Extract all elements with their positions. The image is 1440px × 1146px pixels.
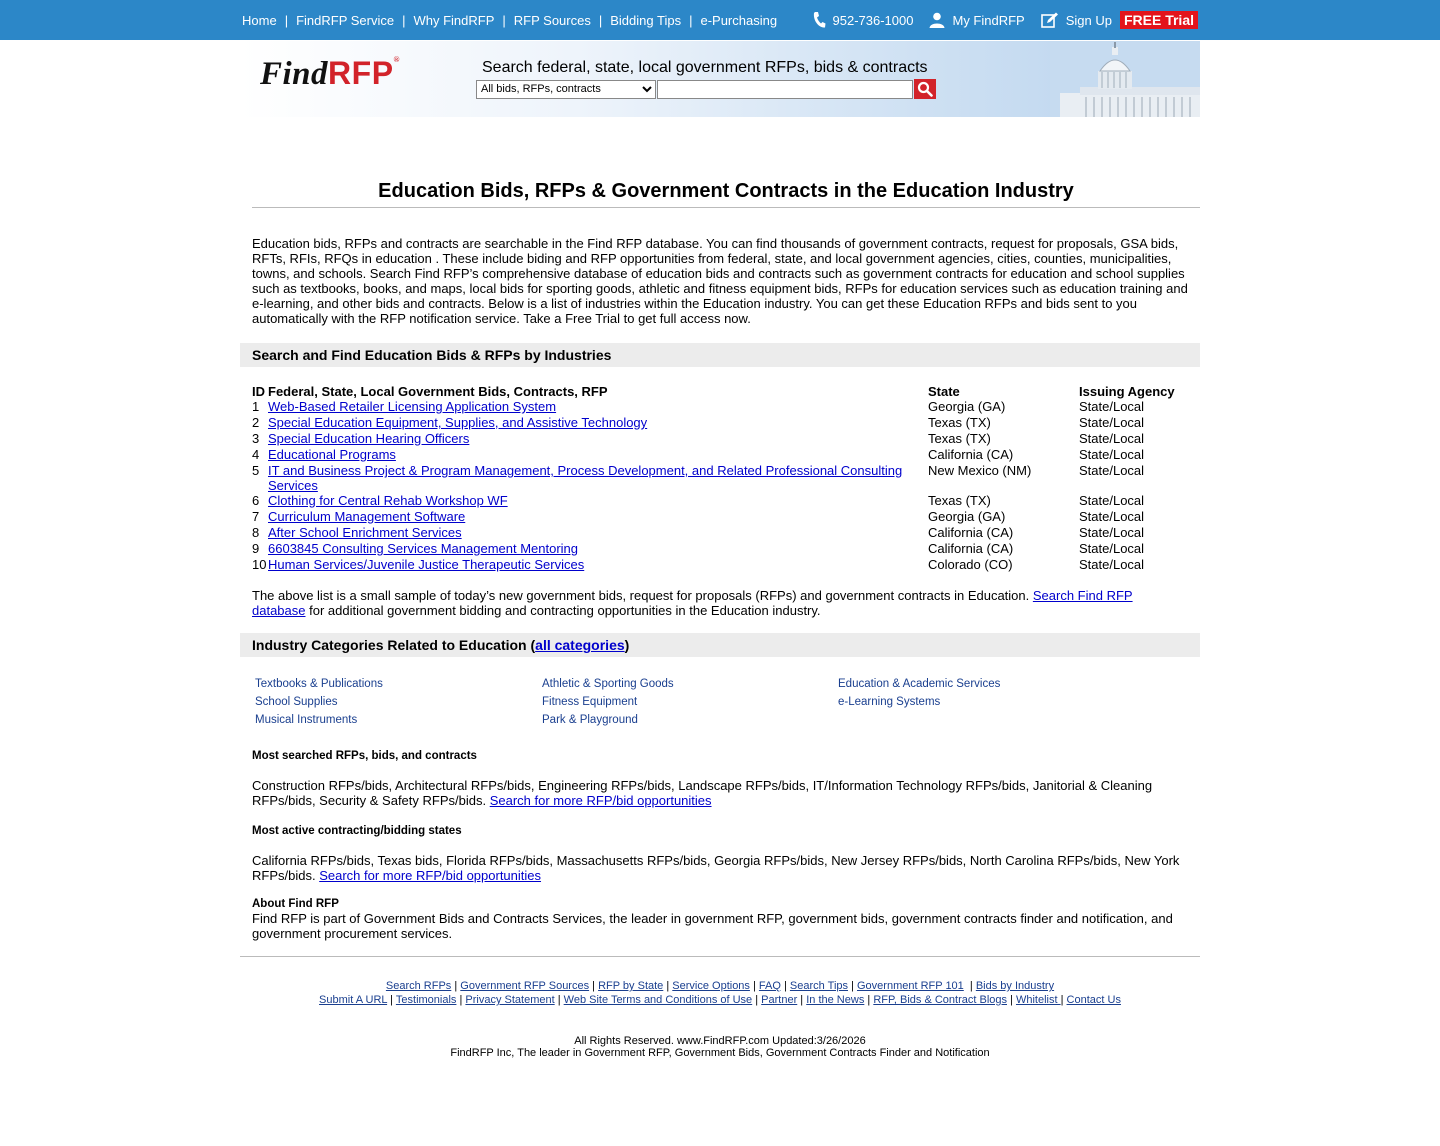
my-findrfp-label: My FindRFP xyxy=(952,12,1025,28)
rfp-agency: State/Local xyxy=(1079,463,1145,478)
rfp-id: 3 xyxy=(252,431,260,446)
rfp-state: California (CA) xyxy=(928,525,1014,540)
phone-number: 952-736-1000 xyxy=(832,12,914,28)
user-icon xyxy=(929,12,945,28)
logo-find-text: Find xyxy=(260,56,329,92)
free-trial-button[interactable]: FREE Trial xyxy=(1120,11,1198,29)
category-grid xyxy=(255,677,1200,728)
table-row xyxy=(252,447,1188,463)
category-link-fitness[interactable]: Fitness Equipment xyxy=(542,696,638,708)
nav-e-purchasing-link[interactable]: e-Purchasing xyxy=(700,12,778,28)
copyright xyxy=(240,1035,1200,1059)
rfp-state: Colorado (CO) xyxy=(928,557,1013,572)
rfp-id: 2 xyxy=(252,415,260,430)
footer-link[interactable]: Bids by Industry xyxy=(975,980,1055,992)
header-tools xyxy=(796,0,1198,40)
rfp-title-link[interactable]: Human Services/Juvenile Justice Therapeutic Services xyxy=(268,557,585,572)
col-header-title: Federal, State, Local Government Bids, Contracts, RFP xyxy=(268,383,608,399)
rfp-title-link[interactable]: Curriculum Management Software xyxy=(268,509,466,524)
footer-link[interactable]: FAQ xyxy=(758,980,781,992)
nav-rfp-sources-link[interactable]: RFP Sources xyxy=(513,12,591,28)
category-link-textbooks[interactable]: Textbooks & Publications xyxy=(255,678,383,690)
search-icon xyxy=(917,81,933,97)
rfp-state: California (CA) xyxy=(928,541,1014,556)
most-searched-text: Construction RFPs/bids, Architectural RFPs/bids, Engineering RFPs/bids, Landscape RFPs/bids, IT/Information Technology RFPs/bids, Janitorial & Cleaning RFPs/bids, Security & Safety RFPs/bids. xyxy=(252,778,1153,808)
rfp-title-link[interactable]: Educational Programs xyxy=(268,447,396,462)
category-empty-cell xyxy=(838,713,1138,728)
about-paragraph: Find RFP is part of Government Bids and Contracts Services, the leader in government RFP, government bids, government contracts finder and notification, and government procurement services. xyxy=(252,911,1173,941)
most-active-paragraph xyxy=(252,853,1188,883)
nav-why-findrfp-link[interactable]: Why FindRFP xyxy=(413,12,495,28)
footer-link[interactable]: Contact Us xyxy=(1066,994,1121,1006)
nav-home-link[interactable]: Home xyxy=(242,12,277,28)
category-link-elearning[interactable]: e-Learning Systems xyxy=(838,696,941,708)
rfp-title-link[interactable]: IT and Business Project & Program Management, Process Development, and Related Professional Consulting Services xyxy=(268,463,903,493)
sample-note xyxy=(252,588,1188,618)
rfp-title-link[interactable]: Special Education Equipment, Supplies, and Assistive Technology xyxy=(268,415,648,430)
findrfp-logo[interactable] xyxy=(260,55,400,93)
rfp-agency: State/Local xyxy=(1079,431,1145,446)
search-database-link[interactable]: Search Find RFP database xyxy=(252,588,1133,618)
rfp-id: 10 xyxy=(252,557,267,572)
footer-divider xyxy=(240,956,1200,957)
most-active-text: California RFPs/bids, Texas bids, Florida RFPs/bids, Massachusetts RFPs/bids, Georgia RFPs/bids, New Jersey RFPs/bids, North Carolina RFPs/bids, New York RFPs/bids. xyxy=(252,853,1180,883)
search-form xyxy=(476,79,936,99)
my-findrfp-link[interactable] xyxy=(929,12,1024,28)
copyright-line-1: All Rights Reserved. www.FindRFP.com Updated:3/26/2026 xyxy=(574,1035,866,1047)
footer-link[interactable]: Privacy Statement xyxy=(465,994,555,1006)
rfp-title-link[interactable]: 6603845 Consulting Services Management Mentoring xyxy=(268,541,579,556)
rfp-title-link[interactable]: Special Education Hearing Officers xyxy=(268,431,470,446)
rfp-id: 5 xyxy=(252,463,260,478)
nav-separator: | xyxy=(502,12,506,28)
col-header-state: State xyxy=(928,383,960,399)
table-row xyxy=(252,431,1188,447)
table-row xyxy=(252,399,1188,415)
rfp-state: Texas (TX) xyxy=(928,493,991,508)
rfp-agency: State/Local xyxy=(1079,415,1145,430)
most-active-heading: Most active contracting/bidding states xyxy=(252,825,462,837)
rfp-state: New Mexico (NM) xyxy=(928,463,1032,478)
footer-links xyxy=(240,979,1200,1007)
search-input[interactable] xyxy=(657,80,913,99)
sign-up-label: Sign Up xyxy=(1065,12,1112,28)
table-row xyxy=(252,463,1188,493)
top-nav-bar xyxy=(0,0,1440,40)
rfp-title-link[interactable]: Clothing for Central Rehab Workshop WF xyxy=(268,493,508,508)
category-link-athletic[interactable]: Athletic & Sporting Goods xyxy=(542,678,674,690)
rfp-id: 4 xyxy=(252,447,260,462)
more-opportunities-link[interactable]: Search for more RFP/bid opportunities xyxy=(489,793,712,808)
footer-links-row-1: Search RFPs | Government RFP Sources | RFP by State | Service Options | FAQ | Search Tips | Government RFP 101 | Bids by Industry xyxy=(385,980,1055,992)
rfp-id: 1 xyxy=(252,399,260,414)
footer-link[interactable]: Government RFP Sources xyxy=(460,980,590,992)
sign-up-link[interactable] xyxy=(1041,12,1112,29)
rfp-agency: State/Local xyxy=(1079,525,1145,540)
category-link-education-academic[interactable]: Education & Academic Services xyxy=(838,678,1001,690)
about-heading: About Find RFP xyxy=(252,898,339,910)
capitol-building-image xyxy=(1050,41,1200,117)
sample-note-text-end: for additional government bidding and contracting opportunities in the Education industry. xyxy=(305,603,821,618)
footer-link[interactable]: RFP by State xyxy=(598,980,664,992)
section-categories-header xyxy=(240,633,1200,657)
rfp-agency: State/Local xyxy=(1079,493,1145,508)
search-heading: Search federal, state, local government RFPs, bids & contracts xyxy=(482,59,928,76)
nav-separator: | xyxy=(402,12,406,28)
rfp-title-link[interactable]: Web-Based Retailer Licensing Application System xyxy=(268,399,557,414)
header-banner xyxy=(240,41,1200,117)
sample-note-text: The above list is a small sample of today’s new government bids, request for proposals (RFPs) and government contracts in Education. xyxy=(252,588,1033,603)
table-row xyxy=(252,509,1188,525)
nav-findrfp-service-link[interactable]: FindRFP Service xyxy=(296,12,395,28)
intro-paragraph: Education bids, RFPs and contracts are searchable in the Find RFP database. You can find thousands of government contracts, request for proposals, GSA bids, RFTs, RFIs, RFQs in education . These include biding and RFP opportunities from federal, state, and local government agencies, cities, counties, municipalities, towns, and schools. Search Find RFP’s comprehensive database of education bids and contracts such as government contracts for education and school supplies such as textbooks, books, and maps, local bids for sporting goods, athletic and fitness equipment bids, RFPs for education services such as education training and e-learning, and other bids and contracts. Below is a list of industries within the Education industry. You can get these Education RFPs and bids sent to you automatically with the RFP notification service. Take a Free Trial to get full access now. xyxy=(252,236,1188,326)
footer-links-row-2: Submit A URL | Testimonials | Privacy Statement | Web Site Terms and Conditions of Use | Partner | In the News | RFP, Bids & Contract Blogs | Whitelist | Contact Us xyxy=(319,994,1121,1006)
all-categories-link[interactable]: all categories xyxy=(535,637,625,653)
footer-link[interactable]: In the News xyxy=(806,994,865,1006)
categories-title-pre: Industry Categories Related to Education ( xyxy=(252,637,536,653)
phone-icon xyxy=(812,11,826,29)
phone-link[interactable] xyxy=(812,11,914,29)
rfp-agency: State/Local xyxy=(1079,447,1145,462)
page-title: Education Bids, RFPs & Government Contracts in the Education Industry xyxy=(252,180,1200,208)
footer-link[interactable]: Government RFP 101 xyxy=(857,980,964,992)
nav-separator: | xyxy=(598,12,603,28)
rfp-state: Texas (TX) xyxy=(928,431,991,446)
rfp-id: 8 xyxy=(252,525,260,540)
search-button[interactable] xyxy=(914,79,936,99)
most-searched-heading: Most searched RFPs, bids, and contracts xyxy=(252,750,477,762)
rfp-table xyxy=(252,383,1188,573)
nav-bidding-tips-link[interactable]: Bidding Tips xyxy=(610,12,682,28)
rfp-agency: State/Local xyxy=(1079,541,1145,556)
category-link-park[interactable]: Park & Playground xyxy=(542,714,638,726)
col-header-id: ID xyxy=(252,383,265,399)
table-row xyxy=(252,525,1188,541)
footer-link[interactable]: Service Options xyxy=(672,980,750,992)
rfp-title-link[interactable]: After School Enrichment Services xyxy=(268,525,462,540)
copyright-line-2: FindRFP Inc, The leader in Government RFP, Government Bids, Government Contracts Finder and Notification xyxy=(450,1047,990,1059)
rfp-id: 6 xyxy=(252,493,260,508)
footer-link[interactable]: Testimonials xyxy=(395,994,457,1006)
rfp-id: 9 xyxy=(252,541,260,556)
rfp-agency: State/Local xyxy=(1079,399,1145,414)
footer-link[interactable]: Partner xyxy=(761,994,798,1006)
top-nav-links xyxy=(242,13,777,28)
rfp-agency: State/Local xyxy=(1079,509,1145,524)
rfp-state: Texas (TX) xyxy=(928,415,991,430)
col-header-agency: Issuing Agency xyxy=(1079,383,1175,399)
category-link-musical[interactable]: Musical Instruments xyxy=(255,714,358,726)
category-link-school-supplies[interactable]: School Supplies xyxy=(255,696,338,708)
edit-icon xyxy=(1041,12,1059,29)
footer-link[interactable]: Web Site Terms and Conditions of Use xyxy=(563,994,753,1006)
logo-registered-mark: ® xyxy=(393,55,401,64)
table-row xyxy=(252,415,1188,431)
footer-link[interactable]: Whitelist xyxy=(1015,994,1061,1006)
main-content xyxy=(240,180,1200,1059)
footer-link[interactable]: Search Tips xyxy=(789,980,849,992)
rfp-state: California (CA) xyxy=(928,447,1014,462)
footer-link[interactable]: Search RFPs xyxy=(385,980,452,992)
table-row xyxy=(252,493,1188,509)
rfp-state: Georgia (GA) xyxy=(928,509,1006,524)
rfp-table-header-row xyxy=(252,383,1188,399)
more-opportunities-link[interactable]: Search for more RFP/bid opportunities xyxy=(319,868,542,883)
most-searched-paragraph xyxy=(252,778,1188,808)
rfp-state: Georgia (GA) xyxy=(928,399,1006,414)
footer-link[interactable]: RFP, Bids & Contract Blogs xyxy=(873,994,1007,1006)
table-row xyxy=(252,541,1188,557)
rfp-agency: State/Local xyxy=(1079,557,1145,572)
nav-separator: | xyxy=(284,12,289,28)
nav-separator: | xyxy=(689,12,693,28)
section-industries-header: Search and Find Education Bids & RFPs by Industries xyxy=(240,343,1200,367)
search-category-select[interactable] xyxy=(476,80,656,99)
rfp-id: 7 xyxy=(252,509,260,524)
logo-rfp-text: RFP xyxy=(328,55,394,91)
categories-title-post: ) xyxy=(624,637,630,653)
footer-link[interactable]: Submit A URL xyxy=(319,994,388,1006)
table-row xyxy=(252,557,1188,573)
